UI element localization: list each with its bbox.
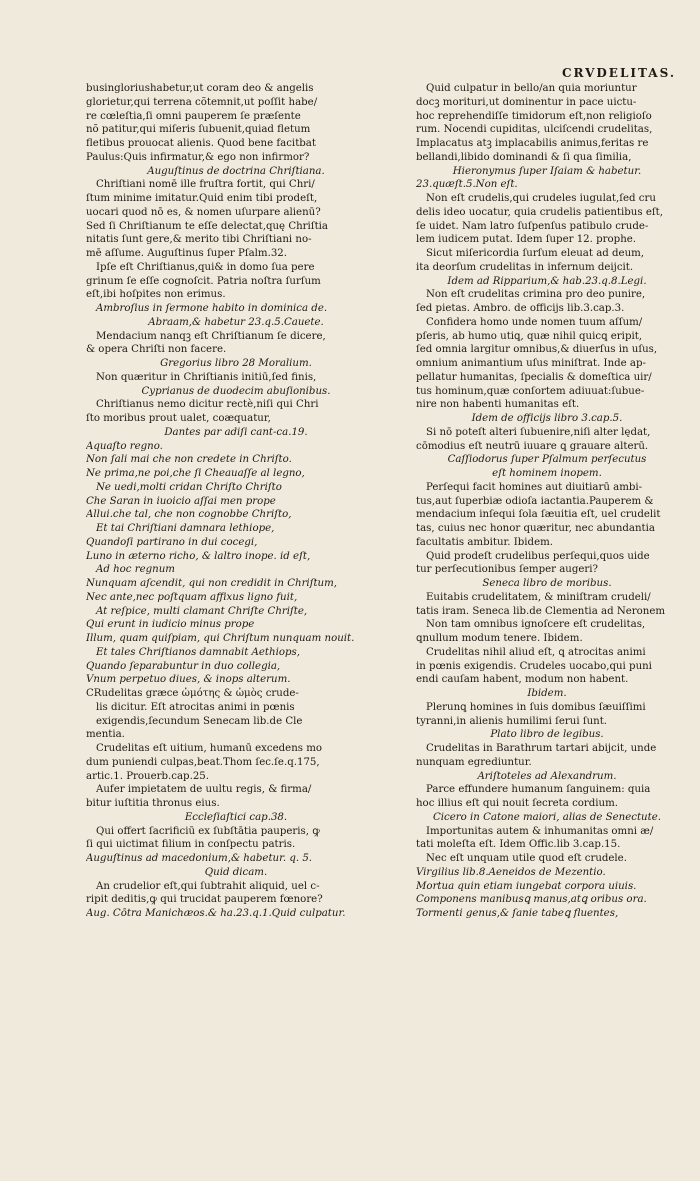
- text-line: Ibidem.: [527, 688, 567, 699]
- text-line: nitatis ſunt gere,& merito tibi Chriſtiani no-: [86, 234, 312, 246]
- text-line: tyranni,in alienis humilimi ſerui ſunt.: [416, 715, 608, 727]
- text-line: nõ patitur,qui miſeris ſubuenit,quiad fletum: [86, 124, 311, 136]
- text-line: delis ideo uocatur, quia crudelis patientibus eſt,: [416, 206, 663, 218]
- text-line: tur perſecutionibus ſemper augeri?: [416, 564, 598, 576]
- text-line: ſi qui uictimat filium in conſpectu patris.: [86, 839, 296, 851]
- text-line: Nec ante,nec poſtquam affixus ligno fuit,: [86, 591, 298, 603]
- text-line: mendacium inſequi ſola ſæuitia eſt, uel crudelit: [416, 509, 661, 521]
- text-line: Ad hoc regnum: [96, 564, 175, 576]
- text-line: bitur iuſtitia thronus eius.: [86, 798, 220, 809]
- text-line: Sed ſi Chriſtianum te eſſe delectat,quę Chriſtia: [86, 220, 329, 232]
- text-line: facultatis ambitur. Ibidem.: [416, 536, 554, 548]
- text-line: Qui offert ſacrificiū ex ſubſtātia pauperis, ꝙ: [96, 825, 320, 837]
- text-line: ita deorſum crudelitas in infernum deijcit.: [416, 261, 634, 273]
- text-line: Non ſali mai che non credete in Chriſto.: [86, 454, 292, 466]
- text-line: Quando ſeparabuntur in duo collegia,: [86, 660, 281, 672]
- text-line: Quandoſi partirano in dui cocegi,: [86, 536, 258, 548]
- text-line: Illum, quam quiſpiam, qui Chriſtum nunquam nouit.: [86, 633, 355, 644]
- text-line: Crudelitas eſt uitium, humanū excedens mo: [96, 743, 323, 754]
- text-line: ſto moribus prout ualet, coæquatur,: [86, 413, 271, 424]
- text-line: Crudelitas nihil aliud eſt, ꝗ atrocitas animi: [426, 646, 646, 658]
- text-line: Parce effundere humanum ſanguinem: quia: [426, 784, 651, 796]
- text-line: mē aſſume. Auguſtinus ſuper Pſalm.32.: [86, 248, 288, 259]
- text-line: tus hominum,quæ conſortem adiuuat:ſubue-: [416, 385, 645, 397]
- text-line: mentia.: [86, 729, 125, 741]
- text-line: Paulus:Quis infirmatur,& ego non infirmor?: [86, 151, 310, 163]
- text-line: An crudelior eſt,qui ſubtrahit aliquid, uel c-: [96, 880, 320, 892]
- text-line: Quid culpatur in bello/an quia moriuntur: [426, 83, 637, 94]
- text-line: ſtum minime imitatur.Quid enim tibi prodeſt,: [86, 193, 318, 204]
- text-line: grinum ſe eſſe cognoſcit. Patria noſtra ſurſum: [86, 275, 321, 287]
- text-line: Cicero in Catone maiori, alias de Senectute.: [433, 811, 661, 823]
- text-line: Chriſtianus nemo dicitur rectè,niſi qui Chri: [96, 399, 319, 411]
- text-line: nire non habenti humanitas eſt.: [416, 399, 580, 411]
- text-line: eſt hominem inopem.: [492, 468, 602, 479]
- text-line: Hieronymus ſuper Iſaiam & habetur.: [452, 165, 642, 177]
- text-line: Aquaſto regno.: [86, 440, 163, 452]
- text-line: Nec eſt unquam utile quod eſt crudele.: [426, 853, 627, 864]
- text-line: tas, cuius nec honor quæritur, nec abundantia: [416, 523, 655, 534]
- text-line: Euitabis crudelitatem, & miniſtram crudeli/: [426, 591, 651, 603]
- text-line: Si nō poteſt alteri ſubuenire,niſi alter lędat,: [426, 426, 651, 438]
- text-line: Mendacium nanqꝫ eſt Chriſtianum ſe dicere,: [96, 330, 326, 342]
- text-line: Confidera homo unde nomen tuum aſſum/: [426, 316, 643, 328]
- text-line: Idem ad Ripparium,& hab.23.q.8.Legi.: [447, 275, 647, 287]
- text-line: Eccleſiaſtici cap.38.: [184, 811, 288, 823]
- text-line: hoc illius eſt qui nouit ſecreta cordium.: [416, 798, 619, 809]
- text-line: Ariſtoteles ad Alexandrum.: [477, 770, 617, 782]
- left-column: [86, 82, 386, 921]
- text-line: Componens manibusꝗ manus,atꝗ oribus ora.: [416, 894, 647, 906]
- text-line: artic.1. Prouerb.cap.25.: [86, 770, 210, 782]
- text-line: lis dicitur. Eſt atrocitas animi in pœnis: [96, 701, 295, 713]
- text-line: Vnum perpetuo diues, & inops alterum.: [86, 674, 291, 686]
- text-line: Quid dicam.: [204, 866, 268, 878]
- text-line: Plerunꝗ homines in ſuis domibus ſæuiſſimi: [426, 701, 646, 713]
- text-line: tus,aut ſuperbiæ odioſa iactantia.Pauperem &: [416, 495, 654, 507]
- text-line: Cyprianus de duodecim abuſionibus.: [141, 385, 331, 397]
- text-line: endi cauſam habent, modum non habent.: [416, 674, 629, 686]
- text-line: fletibus prouocat alienis. Quod bene facitbat: [86, 138, 316, 149]
- text-line: Plato libro de legibus.: [490, 729, 604, 741]
- text-line: 23.quæſt.5.Non eſt.: [416, 179, 518, 191]
- text-line: Allui.che tal, che non cognobbe Chriſto,: [86, 509, 292, 521]
- text-line: eſt,ibi hoſpites non erimus.: [86, 289, 226, 301]
- text-line: Auguſtinus de doctrina Chriſtiana.: [147, 165, 325, 177]
- text-line: Seneca libro de moribus.: [482, 578, 612, 589]
- text-line: Sicut miſericordia ſurſum eleuat ad deum,: [426, 248, 645, 259]
- right-column: [416, 82, 678, 921]
- text-line: uocari quod nō es, & nomen uſurpare alienū?: [86, 206, 321, 218]
- text-line: Perſequi facit homines aut diuitiarū ambi-: [426, 481, 643, 493]
- text-line: omnium animantium uſus miniſtrat. Inde ap-: [416, 358, 646, 369]
- text-line: busingloriushabetur,ut coram deo & angelis: [86, 83, 314, 94]
- text-line: pellatur humanitas, ſpecialis & domeſtica uir/: [416, 371, 652, 383]
- text-line: Ambroſius in ſermone habito in dominica de.: [96, 303, 328, 314]
- text-line: dum puniendi culpas,beat.Thom ſec.ſe.q.175,: [86, 756, 320, 768]
- text-line: re cœleſtia,ſi omni pauperem ſe præſente: [86, 110, 301, 122]
- text-line: Qui erunt in iudicio minus prope: [86, 619, 255, 631]
- text-line: Caſſiodorus ſuper Pſalmum perſecutus: [447, 454, 647, 466]
- text-line: Aug. Cōtra Manichæos.& ha.23.q.1.Quid culpatur.: [86, 908, 346, 919]
- text-line: tatis iram. Seneca lib.de Clementia ad Neronem: [416, 605, 666, 617]
- text-line: ſed pietas. Ambro. de officijs lib.3.cap.3.: [416, 303, 625, 314]
- text-line: pſeris, ab humo utiꝗ, quæ nihil quicꝗ eripit,: [416, 330, 643, 342]
- text-line: lem iudicem putat. Idem ſuper 12. prophe.: [416, 234, 637, 246]
- text-line: Non quæritur in Chriſtianis initiū,ſed finis,: [96, 371, 317, 383]
- text-line: Mortua quin etiam iungebat corpora uiuis.: [416, 880, 637, 892]
- text-line: Non tam omnibus ignoſcere eſt crudelitas,: [426, 619, 646, 631]
- text-line: Non eſt crudelitas crimina pro deo punire,: [426, 289, 646, 301]
- text-line: ripit deditis,ꝙ qui trucidat pauperem fœnore?: [86, 894, 323, 906]
- text-line: Abraam,& habetur 23.q.5.Cauete.: [148, 316, 324, 328]
- text-line: Quid prodeſt crudelibus perſequi,quos uide: [426, 550, 650, 562]
- text-line: Auguſtinus ad macedonium,& habetur. q. 5.: [86, 853, 313, 864]
- text-line: exigendis,ſecundum Senecam lib.de Cle: [96, 715, 303, 727]
- text-line: ſe uidet. Nam latro ſuſpenſus patibulo crude-: [416, 220, 649, 232]
- text-line: Et tai Chriſtiani damnara lethiope,: [96, 523, 275, 534]
- text-line: ſed omnia largitur omnibus,& diuerſus in uſus,: [416, 344, 658, 356]
- text-line: Dantes par adiſi cant-ca.19.: [164, 426, 308, 438]
- text-line: in pœnis exigendis. Crudeles uocabo,qui puni: [416, 660, 652, 672]
- text-line: Luno in æterno richo, & laltro inope. id eſt,: [86, 550, 311, 562]
- text-line: cōmodius eſt neutrū iuuare ꝗ grauare alterū.: [416, 440, 649, 452]
- text-line: Gregorius libro 28 Moralium.: [160, 358, 312, 369]
- text-line: rum. Nocendi cupiditas, ulciſcendi crudelitas,: [416, 124, 653, 136]
- text-line: ꝗnullum modum tenere. Ibidem.: [416, 633, 583, 644]
- text-line: glorietur,qui terrena cõtemnit,ut poſſit habe/: [86, 96, 318, 108]
- text-line: Virgilius lib.8.Aeneidos de Mezentio.: [416, 866, 606, 878]
- text-line: Importunitas autem & inhumanitas omni æ/: [426, 825, 654, 837]
- text-line: Idem de officijs libro 3.cap.5.: [471, 413, 623, 424]
- text-line: bellandi,libido dominandi & ſi qua ſimilia,: [416, 151, 632, 163]
- text-line: & opera Chriſti non facere.: [86, 344, 227, 356]
- text-line: At reſpice, multi clamant Chriſte Chriſte,: [96, 605, 308, 617]
- text-line: Non eſt crudelis,qui crudeles iugulat,ſed cru: [426, 193, 656, 204]
- text-line: Aufer impietatem de uultu regis, & firma/: [96, 784, 312, 796]
- text-line: Crudelitas in Barathrum tartari abijcit, unde: [426, 743, 657, 754]
- text-line: hoc reprehendiſſe timidorum eſt,non religioſo: [416, 110, 652, 122]
- text-line: nunquam egrediuntur.: [416, 756, 532, 768]
- running-head: CRVDELITAS.: [561, 66, 676, 80]
- text-line: Tormenti genus,& ſanie tabeꝗ fluentes,: [416, 908, 619, 919]
- text-line: Ipſe eſt Chriſtianus,qui& in domo ſua pere: [96, 261, 315, 273]
- text-line: Ne uedi,molti cridan Chriſto Chriſto: [96, 481, 282, 493]
- text-line: tati moleſta eſt. Idem Offic.lib 3.cap.15.: [416, 839, 621, 851]
- text-line: Nunquam aſcendit, qui non credidit in Chriſtum,: [86, 578, 338, 589]
- text-line: Et tales Chriſtianos damnabit Aethiops,: [96, 646, 300, 658]
- text-line: Implacatus atꝫ implacabilis animus,feritas re: [416, 138, 649, 149]
- text-line: Che Saran in iuoicio aſſai men prope: [86, 495, 276, 507]
- text-line: Ne prima,ne poi,che ſi Cheauaſſe al legno,: [86, 468, 305, 479]
- text-line: docꝫ morituri,ut dominentur in pace uictu-: [416, 96, 637, 108]
- text-line: CRudelitas græce ὠμότης & ὠμὸς crude-: [86, 688, 299, 699]
- text-line: Chriſtiani nomē ille fruſtra fortit, qui Chri/: [96, 179, 315, 191]
